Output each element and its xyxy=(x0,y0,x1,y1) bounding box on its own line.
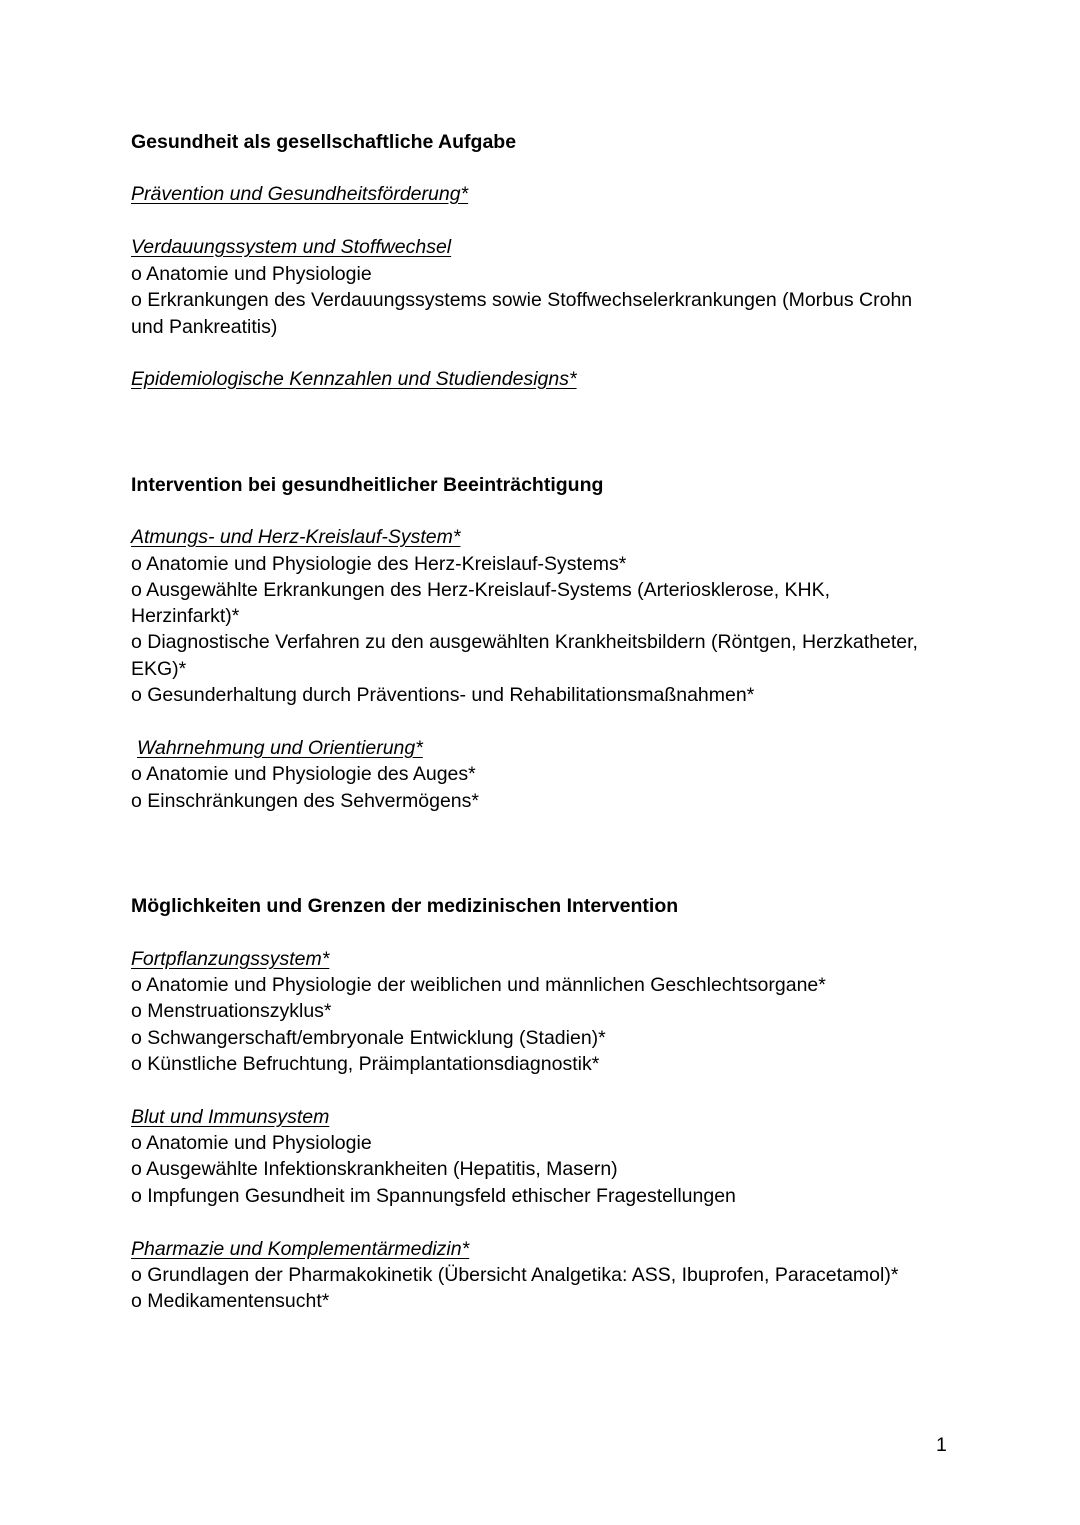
list-item: o Diagnostische Verfahren zu den ausgewählten Krankheitsbildern (Röntgen, Herzkatheter, xyxy=(131,631,918,653)
topic-title: Prävention und Gesundheitsförderung* xyxy=(131,183,469,205)
topic-title: Verdauungssystem und Stoffwechsel xyxy=(131,236,452,258)
list-item: o Einschränkungen des Sehvermögens* xyxy=(131,790,479,812)
list-item: o Menstruationszyklus* xyxy=(131,1000,332,1022)
section-heading: Gesundheit als gesellschaftliche Aufgabe xyxy=(131,131,517,153)
section-heading: Intervention bei gesundheitlicher Beeinträchtigung xyxy=(131,474,604,496)
topic-title: Atmungs- und Herz-Kreislauf-System* xyxy=(131,526,461,548)
list-item: o Gesunderhaltung durch Präventions- und Rehabilitationsmaßnahmen* xyxy=(131,684,755,706)
list-item: o Anatomie und Physiologie des Auges* xyxy=(131,763,476,785)
topic-title: Fortpflanzungssystem* xyxy=(131,948,330,970)
list-item: o Anatomie und Physiologie des Herz-Kreislauf-Systems* xyxy=(131,553,627,575)
list-item: Herzinfarkt)* xyxy=(131,605,240,627)
page-number: 1 xyxy=(936,1434,947,1456)
list-item: o Medikamentensucht* xyxy=(131,1290,330,1312)
list-item: o Anatomie und Physiologie xyxy=(131,1132,372,1154)
list-item: o Erkrankungen des Verdauungssystems sowie Stoffwechselerkrankungen (Morbus Crohn xyxy=(131,289,913,311)
list-item: o Anatomie und Physiologie der weiblichen und männlichen Geschlechtsorgane* xyxy=(131,974,826,996)
topic-title: Wahrnehmung und Orientierung* xyxy=(137,737,423,759)
list-item: o Künstliche Befruchtung, Präimplantationsdiagnostik* xyxy=(131,1053,600,1075)
topic-title: Blut und Immunsystem xyxy=(131,1106,330,1128)
list-item: o Anatomie und Physiologie xyxy=(131,263,372,285)
list-item: und Pankreatitis) xyxy=(131,316,278,338)
list-item: o Grundlagen der Pharmakokinetik (Übersicht Analgetika: ASS, Ibuprofen, Paracetamol)* xyxy=(131,1264,899,1286)
topic-title: Pharmazie und Komplementärmedizin* xyxy=(131,1238,470,1260)
list-item: o Ausgewählte Erkrankungen des Herz-Kreislauf-Systems (Arteriosklerose, KHK, xyxy=(131,579,831,601)
list-item: o Impfungen Gesundheit im Spannungsfeld ethischer Fragestellungen xyxy=(131,1185,736,1207)
list-item: o Schwangerschaft/embryonale Entwicklung (Stadien)* xyxy=(131,1027,606,1049)
list-item: o Ausgewählte Infektionskrankheiten (Hepatitis, Masern) xyxy=(131,1158,618,1180)
list-item: EKG)* xyxy=(131,658,187,680)
section-heading: Möglichkeiten und Grenzen der medizinischen Intervention xyxy=(131,895,679,917)
topic-title: Epidemiologische Kennzahlen und Studiendesigns* xyxy=(131,368,577,390)
